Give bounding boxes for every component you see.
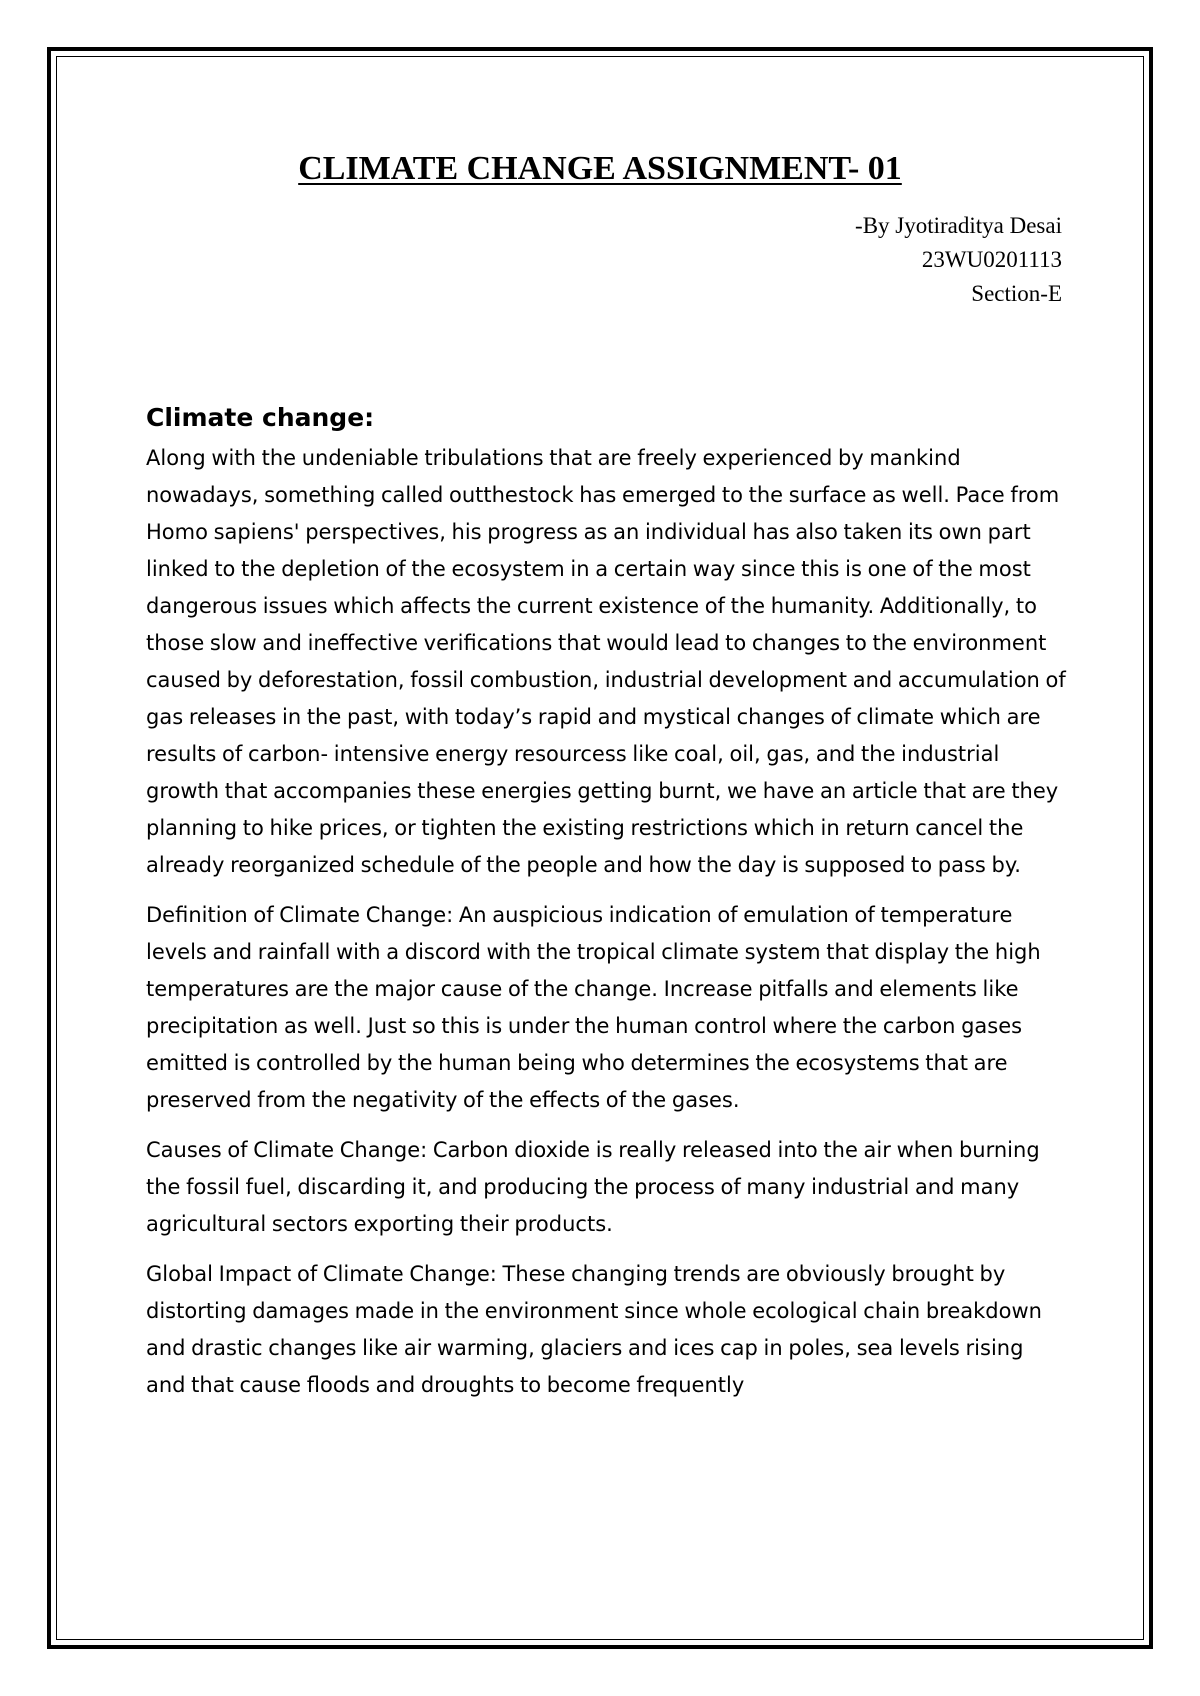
document-title: CLIMATE CHANGE ASSIGNMENT- 01 (298, 150, 902, 187)
paragraph-intro: Along with the undeniable tribulations that are freely experienced by mankind nowadays, something called outthestock has emerged to the surface as well. Pace from Homo sapiens' perspectives, his progress as an individual has also taken its own part linked to the depletion of the ecosystem in a certain way since this is one of the most dangerous issues which affects the current existence of the humanity. Additionally, to those slow and ineffective verifications that would lead to changes to the environment caused by deforestation, fossil combustion, industrial development and accumulation of gas releases in the past, with today’s rapid and mystical changes of climate which are results of carbon- intensive energy resourcess like coal, oil, gas, and the industrial growth that accompanies these energies getting burnt, we have an article that are they planning to hike prices, or tighten the existing restrictions which in return cancel the already reorganized schedule of the people and how the day is supposed to pass by. (146, 446, 1066, 877)
document-title-block (0, 149, 1200, 189)
author-block (855, 209, 1062, 311)
author-byline: -By Jyotiraditya Desai (855, 213, 1062, 238)
author-section: Section-E (971, 281, 1062, 306)
paragraph-global-impact: Global Impact of Climate Change: These changing trends are obviously brought by distorting damages made in the environment since whole ecological chain breakdown and drastic changes like air warming, glaciers and ices cap in poles, sea levels rising and that cause floods and droughts to become frequently (146, 1262, 1042, 1397)
document-body (146, 398, 1066, 1417)
section-heading: Climate change: (146, 403, 375, 432)
paragraph-definition: Definition of Climate Change: An auspicious indication of emulation of temperature levels and rainfall with a discord with the tropical climate system that display the high temperatures are the major cause of the change. Increase pitfalls and elements like precipitation as well. Just so this is under the human control where the carbon gases emitted is controlled by the human being who determines the ecosystems that are preserved from the negativity of the effects of the gases. (146, 903, 1041, 1112)
author-id: 23WU0201113 (921, 247, 1062, 272)
paragraph-causes: Causes of Climate Change: Carbon dioxide is really released into the air when burning the fossil fuel, discarding it, and producing the process of many industrial and many agricultural sectors exporting their products. (146, 1138, 1040, 1236)
